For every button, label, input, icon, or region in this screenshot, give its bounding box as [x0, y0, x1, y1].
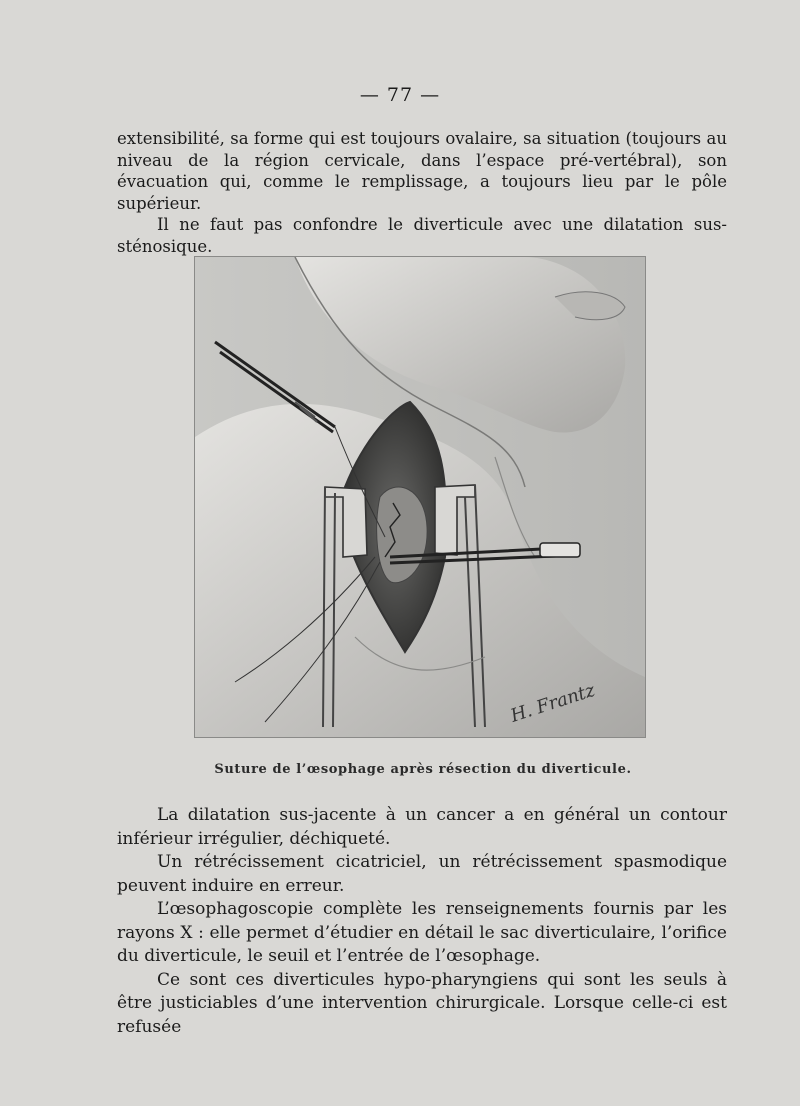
paragraph: La dilatation sus-jacente à un cancer a en général un contour inférieur irrégulier, déchiqueté. [117, 805, 727, 849]
paragraph: extensibilité, sa forme qui est toujours ovalaire, sa situation (toujours au niveau de la région cervicale, dans l’espace pré-vertébral), son évacuation qui, comme le remplissage, a toujours lieu par le pôle supérieur. [117, 129, 727, 213]
neck-surgery-drawing [195, 257, 645, 737]
paragraph: Ce sont ces diverticules hypo-pharyngiens qui sont les seuls à être justiciables d’une intervention chirurgicale. Lorsque celle-ci est refusée [117, 969, 727, 1037]
top-text-block [117, 128, 727, 257]
figure-caption: Suture de l’œsophage après résection du diverticule. [214, 762, 632, 777]
surgical-illustration [194, 256, 646, 738]
artist-signature: H. Frantz [508, 679, 598, 727]
paragraph: L’œsophagoscopie complète les renseignements fournis par les rayons X : elle permet d’étudier en détail le sac diverticulaire, l’orifice du diverticule, le seuil et l’entrée de l’œsophage. [117, 899, 727, 966]
paragraph: Un rétrécissement cicatriciel, un rétrécissement spasmodique peuvent induire en erreur. [117, 852, 727, 896]
page-number: — 77 — [359, 84, 441, 106]
paragraph: Il ne faut pas confondre le diverticule avec une dilatation sus-sténosique. [117, 215, 727, 256]
bottom-text-block [117, 804, 727, 1039]
